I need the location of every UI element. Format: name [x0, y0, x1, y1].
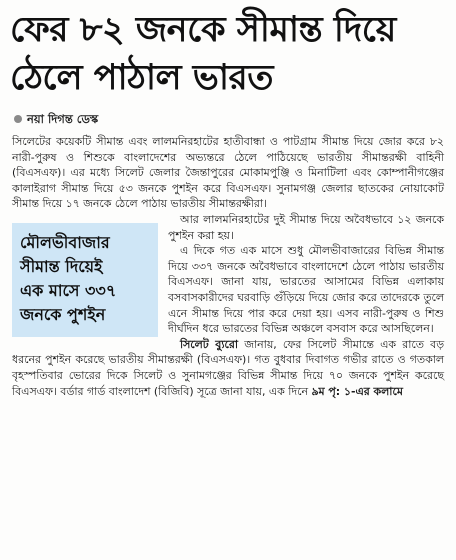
- byline-text: নয়া দিগন্ত ডেস্ক: [27, 112, 99, 126]
- paragraph-1: সিলেটের কয়েকটি সীমান্ত এবং লালমনিরহাটের হাতীবান্ধা ও পাটগ্রাম সীমান্ত দিয়ে জোর করে ৮২ নারী-পুরুষ ও শিশুকে বাংলাদেশের অভ্যন্তরে ঠেলে পাঠিয়েছে ভারতীয় সীমান্তরক্ষী বাহিনী (বিএসএফ)। এর মধ্যে সিলেট জেলার জৈন্তাপুরের মোকামপুঞ্জি ও মিনাটিলা এবং কোম্পানীগঞ্জের কালাইরাগ সীমান্ত দিয়ে ৫৩ জনকে পুশইন করে বিএসএফ। সুনামগঞ্জ জেলার ছাতকের নোয়াকোট সীমান্ত দিয়ে ১৭ জনকে ঠেলে পাঠায় ভারতীয় সীমান্তরক্ষীরা।: [12, 135, 444, 211]
- paragraph-2: আর লালমনিরহাটের দুই সীমান্ত দিয়ে অবৈধভাবে ১২ জনকে পুশইন করা হয়।: [168, 212, 444, 242]
- paragraph-4-text: জানায়, ফের সিলেট সীমান্তে এক রাতে বড় ধরনের পুশইন করেছে ভারতীয় সীমান্তরক্ষী (বিএসএফ)। গত বুধবার দিবাগত গভীর রাতে ও গতকাল বৃহস্পতিবার ভোরের দিকে সিলেট ও সুনামগঞ্জের বিভিন্ন সীমান্ত দিয়ে ৭০ জনকে পুশইন করেছে বিএসএফ। বর্ডার গার্ড বাংলাদেশ (বিজিবি) সূত্রে জানা যায়, এক দিনে: [12, 337, 444, 398]
- bullet-dot-icon: [14, 115, 22, 123]
- article-body: [12, 134, 444, 399]
- pullquote-box: [12, 223, 158, 337]
- pullquote-line: সীমান্ত দিয়েই: [20, 257, 103, 276]
- pullquote-line: জনকে পুশইন: [20, 305, 106, 324]
- paragraph-3: এ দিকে গত এক মাসে শুধু মৌলভীবাজারের বিভিন্ন সীমান্ত দিয়ে ৩৩৭ জনকে অবৈধভাবে বাংলাদেশে ঠেলে পাঠায় ভারতীয় বিএসএফ। জানা যায়, ভারতের আসামের বিভিন্ন এলাকায় বসবাসকারীদের ঘরবাড়ি গুঁড়িয়ে দিয়ে জোর করে তাদেরকে তুলে এনে সীমান্ত দিয়ে পার করে দেয়া হয়। এসব নারী-পুরুষ ও শিশু দীর্ঘদিন ধরে ভারতের বিভিন্ন অঞ্চলে বসবাস করে আসছিলেন।: [168, 244, 444, 336]
- headline-line-2: ঠেলে পাঠাল ভারত: [10, 58, 274, 98]
- byline: [14, 110, 98, 128]
- paragraph-4: [12, 337, 444, 399]
- continuation-note: ৯ম পৃ: ১-এর কলামে: [311, 384, 403, 398]
- pullquote-line: মৌলভীবাজার: [20, 233, 110, 252]
- dateline-lead: সিলেট ব্যুরো: [180, 337, 239, 351]
- pullquote-line: এক মাসে ৩৩৭: [20, 281, 117, 300]
- headline-line-1: ফের ৮২ জনকে সীমান্ত দিয়ে: [10, 10, 396, 50]
- headline: [10, 6, 448, 102]
